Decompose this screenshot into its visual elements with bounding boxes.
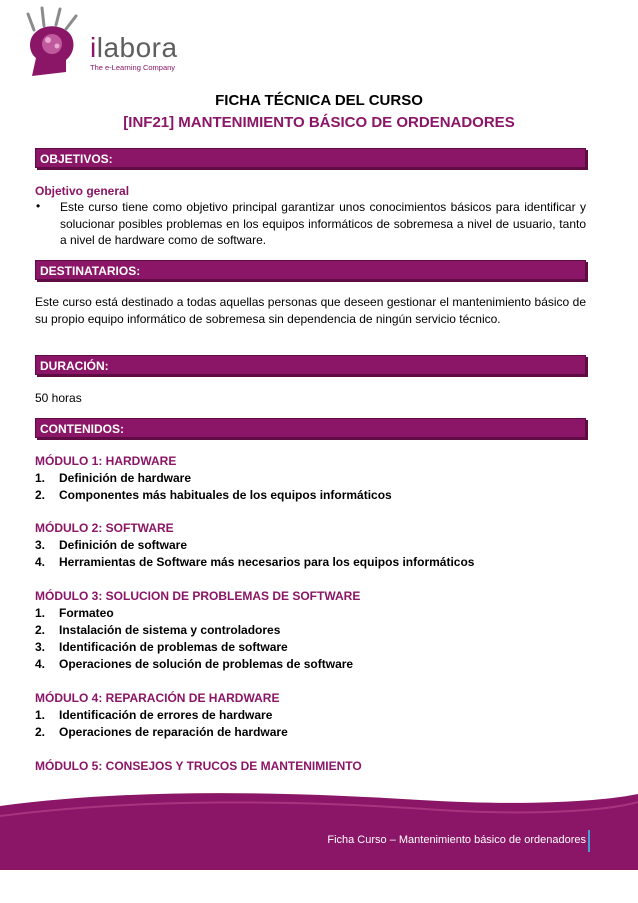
section-header-duracion: DURACIÓN: (35, 355, 586, 375)
module-3-title: MÓDULO 3: SOLUCION DE PROBLEMAS DE SOFTWARE (35, 589, 361, 603)
section-header-destinatarios: DESTINATARIOS: (35, 260, 586, 280)
module-4-title: MÓDULO 4: REPARACIÓN DE HARDWARE (35, 691, 280, 705)
list-item: 1. Definición de hardware (35, 471, 192, 485)
objetivo-general-heading: Objetivo general (35, 184, 130, 198)
course-title: [INF21] MANTENIMIENTO BÁSICO DE ORDENADORES (123, 114, 515, 131)
list-item: 3. Definición de software (35, 538, 188, 552)
module-5-title: MÓDULO 5: CONSEJOS Y TRUCOS DE MANTENIMIENTO (35, 759, 362, 773)
document-title: FICHA TÉCNICA DEL CURSO (215, 92, 423, 109)
head-logo-icon (22, 6, 86, 78)
ilabora-logo (22, 6, 182, 78)
footer-band (0, 790, 638, 870)
objetivo-text: Este curso tiene como objetivo principal garantizar unos conocimientos básicos para identificar y solucionar posibles problemas en los equipos informáticos de sobremesa a nivel de usuario, tanto a nivel de hardware como de software. (60, 200, 586, 247)
section-header-contenidos: CONTENIDOS: (35, 418, 586, 438)
destinatarios-text: Este curso está destinado a todas aquellas personas que deseen gestionar el mantenimiento básico de su propio equipo informático de sobremesa sin dependencia de ningún servicio técnico. (35, 295, 586, 326)
list-item: 1. Formateo (35, 606, 114, 620)
module-2-title: MÓDULO 2: SOFTWARE (35, 521, 174, 535)
list-item: 3. Identificación de problemas de software (35, 640, 288, 654)
module-1-title: MÓDULO 1: HARDWARE (35, 454, 177, 468)
logo-tagline: The e-Learning Company (90, 63, 176, 72)
logo-wordmark: ilabora (90, 32, 178, 63)
list-item: 2. Operaciones de reparación de hardware (35, 725, 288, 739)
list-item: 2. Componentes más habituales de los equipos informáticos (35, 488, 392, 502)
footer-title: Ficha Curso – Mantenimiento básico de ordenadores (327, 834, 586, 846)
duracion-text: 50 horas (35, 391, 82, 405)
section-header-objetivos: OBJETIVOS: (35, 148, 586, 168)
page-number: 1 (594, 833, 601, 847)
list-item: 4. Herramientas de Software más necesarios para los equipos informáticos (35, 555, 475, 569)
footer-separator (588, 830, 590, 852)
bullet-icon: • (36, 199, 41, 213)
list-item: 1. Identificación de errores de hardware (35, 708, 273, 722)
list-item: 2. Instalación de sistema y controladores (35, 623, 281, 637)
list-item: 4. Operaciones de solución de problemas de software (35, 657, 354, 671)
